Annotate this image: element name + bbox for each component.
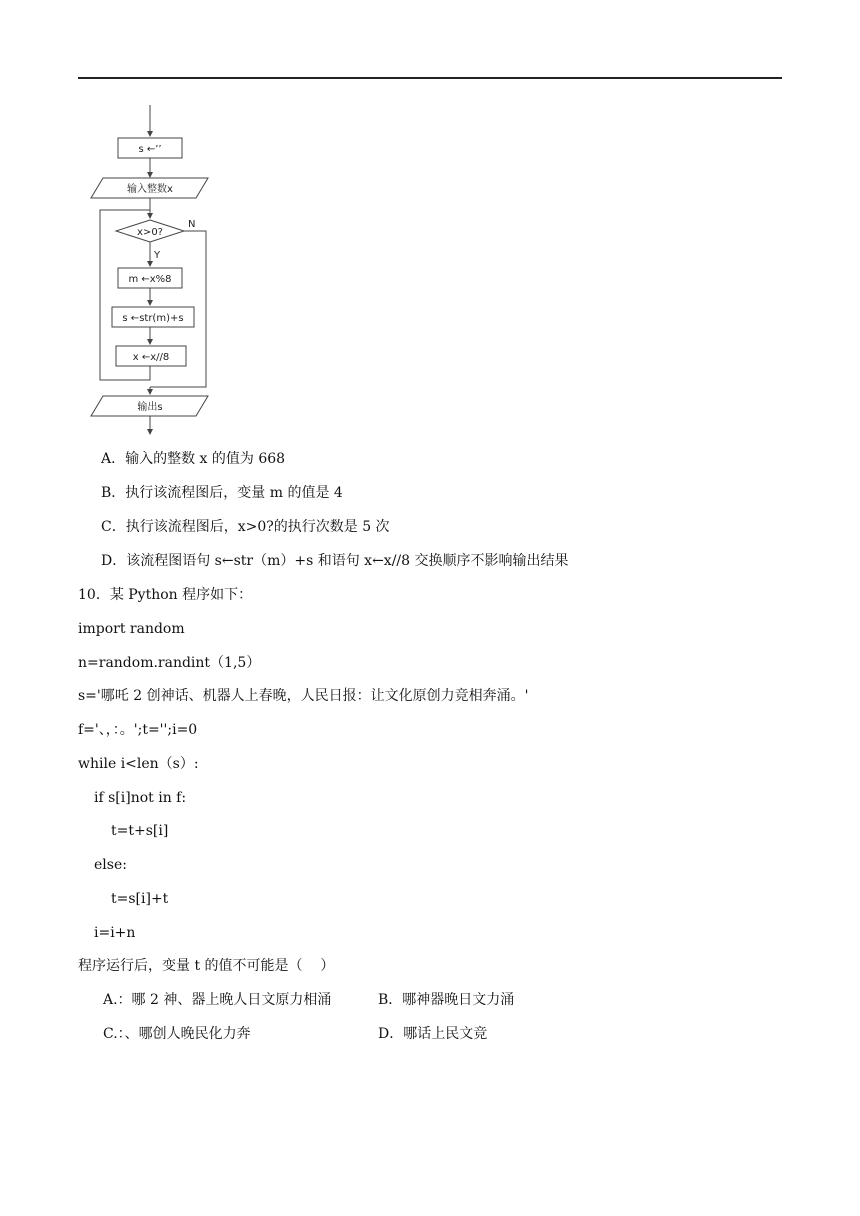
header-rule [78, 77, 782, 79]
flow-yes-label: Y [154, 250, 161, 261]
code-line: import random [78, 621, 185, 637]
q9-option-a: A．输入的整数 x 的值为 668 [101, 451, 286, 467]
q10-question: 程序运行后，变量 t 的值不可能是（ ） [78, 958, 335, 974]
q10-option-a: A.：哪 2 神、器上晚人日文原力相涌 [103, 992, 332, 1008]
flow-no-label: N [188, 219, 196, 230]
code-line: n=random.randint（1,5） [78, 655, 261, 671]
flow-cond-label: x>0? [137, 227, 163, 238]
code-line: i=i+n [94, 925, 136, 941]
q10-option-c: C.：、哪创人晚民化力奔 [103, 1026, 251, 1042]
flowchart [80, 100, 220, 436]
q10-header: 10．某 Python 程序如下： [78, 587, 253, 603]
code-line: f='、，：。';t='';i=0 [78, 722, 198, 738]
flow-input-label: 输入整数x [127, 184, 173, 195]
code-line: while i<len（s）: [78, 756, 199, 772]
code-line: t=s[i]+t [111, 891, 169, 907]
flow-step1-label: m ←x%8 [128, 274, 172, 285]
code-line: else: [94, 857, 127, 873]
q9-option-c: C．执行该流程图后，x>0?的执行次数是 5 次 [101, 519, 390, 535]
flow-output-label: 输出s [137, 402, 163, 413]
flow-step3-label: x ←x//8 [132, 352, 170, 363]
flow-init-label: s ←’’ [138, 144, 162, 155]
q9-option-b: B．执行该流程图后，变量 m 的值是 4 [101, 485, 343, 501]
code-line: s='哪吒 2 创神话、机器人上春晚，人民日报：让文化原创力竞相奔涌。' [78, 688, 529, 704]
q10-option-b: B．哪神器晚日文力涌 [378, 992, 515, 1008]
q9-option-d: D．该流程图语句 s←str（m）+s 和语句 x←x//8 交换顺序不影响输出结果 [101, 553, 569, 569]
q10-option-d: D．哪话上民文竞 [378, 1026, 488, 1042]
flow-step2-label: s ←str(m)+s [122, 313, 184, 324]
code-line: if s[i]not in f: [94, 790, 187, 806]
code-line: t=t+s[i] [111, 823, 169, 839]
